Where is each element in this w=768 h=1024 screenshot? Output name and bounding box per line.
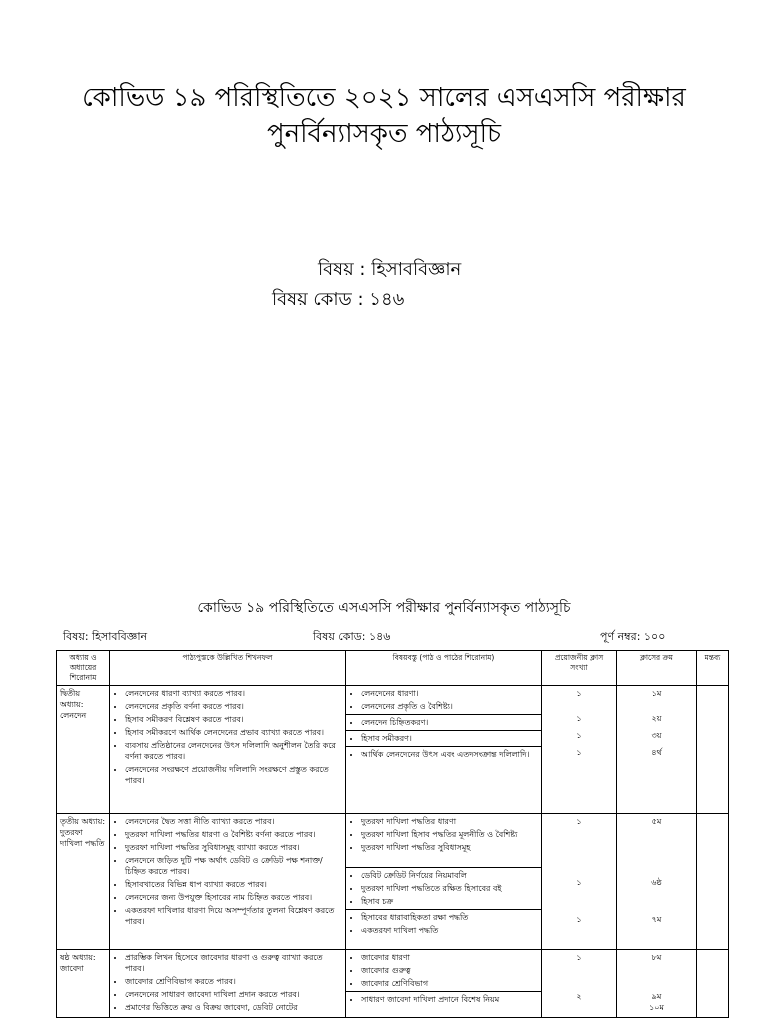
outcome-item: • জাবেদার শ্রেণিবিভাগ করতে পারব। bbox=[125, 976, 342, 987]
header-classes: প্রয়োজনীয় ক্লাস সংখ্যা bbox=[542, 651, 617, 686]
cover-title-line1: কোভিড ১৯ পরিস্থিতিতে ২০২১ সালের এসএসসি পরীক্ষার bbox=[82, 83, 686, 113]
table-row bbox=[57, 814, 729, 950]
outcome-item: • একতরফা দাখিলার ধারণা দিয়ে অসম্পূর্ণতার তুলনা বিশ্লেষণ করতে পারব। bbox=[125, 905, 342, 927]
class-count: ২ bbox=[576, 992, 582, 1001]
content-item: • হিসাব সমীকরণ। bbox=[361, 733, 538, 744]
outcome-item: • লেনদেনের সাধারণ জাবেদা দাখিলা প্রদান করতে পারব। bbox=[125, 989, 342, 1000]
class-count: ১ bbox=[576, 748, 582, 757]
content-item: • লেনদেনের ধারণা। bbox=[361, 688, 538, 699]
class-order: ৮ম bbox=[651, 953, 662, 962]
table-header-row bbox=[57, 651, 729, 686]
outcome-item: • প্রারম্ভিক লিখন হিসেবে জাবেদার ধারণা ও গুরুত্ব ব্যাখ্যা করতে পারব। bbox=[125, 952, 342, 974]
class-order: ৭ম bbox=[651, 915, 662, 924]
content-cell bbox=[346, 814, 542, 950]
class-count: ১ bbox=[576, 714, 582, 723]
class-count: ১ bbox=[576, 817, 582, 826]
classes-cell bbox=[542, 686, 617, 814]
content-item: • হিসাব চক্র bbox=[361, 896, 538, 907]
content-item: • দুতরফা দাখিলা হিসাব পদ্ধতির মূলনীতি ও বৈশিষ্ট্য bbox=[361, 829, 538, 840]
syllabus-code: বিষয় কোড: ১৪৬ bbox=[313, 630, 391, 643]
outcome-item: • ব্যবসায় প্রতিষ্ঠানের লেনদেনের উৎস দলিলাদি অনুশীলন তৈরি করে বর্ণনা করতে পারব। bbox=[125, 740, 342, 762]
content-item: • জাবেদার গুরুত্ব bbox=[361, 965, 538, 976]
syllabus-title: কোভিড ১৯ পরিস্থিতিতে এসএসসি পরীক্ষার পুনর্বিন্যাসকৃত পাঠ্যসূচি bbox=[197, 600, 571, 616]
content-item: • সাধারণ জাবেদা দাখিলা প্রদানে বিশেষ নিয়ম bbox=[361, 994, 538, 1005]
header-outcomes: পাঠ্যপুস্তকে উল্লিখিত শিখনফল bbox=[110, 651, 346, 686]
content-item: • দুতরফা দাখিলা পদ্ধতিতে রক্ষিত হিসাবের বই bbox=[361, 883, 538, 894]
full-marks: পূর্ণ নম্বর: ১০০ bbox=[600, 630, 666, 643]
chapter-cell: দ্বিতীয় অধ্যায়: লেনদেন bbox=[57, 686, 110, 814]
content-item: • দুতরফা দাখিলা পদ্ধতির সুবিধাসমূহ bbox=[361, 842, 538, 853]
class-count: ১ bbox=[576, 731, 582, 740]
content-item: • লেনদেন চিহ্নিতকরণ। bbox=[361, 717, 538, 728]
chapter-cell: তৃতীয় অধ্যায়: দুতরফা দাখিলা পদ্ধতি bbox=[57, 814, 110, 950]
outcomes-cell bbox=[110, 686, 346, 814]
header-remarks: মন্তব্য bbox=[697, 651, 729, 686]
outcome-item: • লেনদেনের দ্বৈত সত্তা নীতি ব্যাখ্যা করতে পারব। bbox=[125, 816, 342, 827]
table-row bbox=[57, 950, 729, 1018]
syllabus-subject: বিষয়: হিসাববিজ্ঞান bbox=[63, 630, 148, 643]
content-item: • হিসাবের ধারাবাহিকতা রক্ষা পদ্ধতি bbox=[361, 912, 538, 923]
remarks-cell bbox=[697, 950, 729, 1018]
cover-subject-code: বিষয় কোড : ১৪৬ bbox=[272, 289, 405, 310]
outcomes-cell bbox=[110, 950, 346, 1018]
class-count: ১ bbox=[576, 915, 582, 924]
class-order: ৬ষ্ঠ bbox=[651, 878, 662, 887]
class-order: ৪র্থ bbox=[651, 748, 662, 757]
content-item: • ডেবিট ক্রেডিট নির্ণয়ের নিয়মাবলি bbox=[361, 870, 538, 881]
header-content: বিষয়বস্তু (পাঠ ও পাঠের শিরোনাম) bbox=[346, 651, 542, 686]
outcome-item: • লেনদেনের সংরক্ষণে প্রয়োজনীয় দলিলাদি সংরক্ষণে প্রস্তুত করতে পারব। bbox=[125, 764, 342, 786]
class-order: ৯ম bbox=[651, 992, 662, 1001]
header-chapter: অধ্যায় ও অধ্যায়ের শিরোনাম bbox=[57, 651, 110, 686]
class-order: ২য় bbox=[651, 714, 662, 723]
class-count: ১ bbox=[576, 878, 582, 887]
content-item: • দুতরফা দাখিলা পদ্ধতির ধারণা bbox=[361, 816, 538, 827]
syllabus-table bbox=[56, 650, 729, 1018]
content-item: • আর্থিক লেনদেনের উৎস এবং এতদসংক্রান্ত দলিলাদি। bbox=[361, 749, 538, 760]
class-count: ১ bbox=[576, 689, 582, 698]
content-item: • একতরফা দাখিলা পদ্ধতি bbox=[361, 925, 538, 936]
outcomes-cell bbox=[110, 814, 346, 950]
outcome-item: • লেনদেনের প্রকৃতি বর্ণনা করতে পারব। bbox=[125, 701, 342, 712]
cover-subject: বিষয় : হিসাববিজ্ঞান bbox=[318, 259, 462, 280]
class-order: ৫ম bbox=[651, 817, 662, 826]
content-cell bbox=[346, 686, 542, 814]
classes-cell bbox=[542, 950, 617, 1018]
cover-title-line2: পুনর্বিন্যাসকৃত পাঠ্যসূচি bbox=[266, 119, 502, 149]
remarks-cell bbox=[697, 814, 729, 950]
class-order: ১০ম bbox=[649, 1003, 664, 1012]
remarks-cell bbox=[697, 686, 729, 814]
class-order: ৩য় bbox=[651, 731, 662, 740]
content-item: • লেনদেনের প্রকৃতি ও বৈশিষ্ট্য। bbox=[361, 701, 538, 712]
order-cell bbox=[617, 950, 697, 1018]
content-cell bbox=[346, 950, 542, 1018]
header-order: ক্লাসের ক্রম bbox=[617, 651, 697, 686]
outcome-item: • হিসাব সমীকরণে আর্থিক লেনদেনের প্রভাব ব্যাখ্যা করতে পারব। bbox=[125, 727, 342, 738]
content-item: • জাবেদার ধারণা bbox=[361, 952, 538, 963]
table-row bbox=[57, 686, 729, 814]
class-order: ১ম bbox=[651, 689, 662, 698]
outcome-item: • হিসাব সমীকরণ বিশ্লেষণ করতে পারব। bbox=[125, 714, 342, 725]
outcome-item: • লেনদেনের ধারণা ব্যাখ্যা করতে পারব। bbox=[125, 688, 342, 699]
class-count: ১ bbox=[576, 953, 582, 962]
order-cell bbox=[617, 686, 697, 814]
outcome-item: • প্রমাণের ভিত্তিতে ক্রয় ও বিক্রয় জাবেদা, ডেবিট নোটের bbox=[125, 1002, 342, 1013]
classes-cell bbox=[542, 814, 617, 950]
outcome-item: • দুতরফা দাখিলা পদ্ধতির সুবিধাসমূহ ব্যাখ্যা করতে পারব। bbox=[125, 842, 342, 853]
outcome-item: • হিসাবখাতের বিভিন্ন ধাপ ব্যাখ্যা করতে পারব। bbox=[125, 879, 342, 890]
outcome-item: • লেনদেনের জন্য উপযুক্ত হিসাবের নাম চিহ্নিত করতে পারব। bbox=[125, 892, 342, 903]
content-item: • জাবেদার শ্রেণিবিভাগ bbox=[361, 978, 538, 989]
order-cell bbox=[617, 814, 697, 950]
outcome-item: • লেনদেনে জড়িত দুটি পক্ষ অর্থাৎ ডেবিট ও ক্রেডিট পক্ষ শনাক্ত/চিহ্নিত করতে পারব। bbox=[125, 855, 342, 877]
outcome-item: • দুতরফা দাখিলা পদ্ধতির ধারণা ও বৈশিষ্ট্য বর্ণনা করতে পারব। bbox=[125, 829, 342, 840]
chapter-cell: ষষ্ঠ অধ্যায়: জাবেদা bbox=[57, 950, 110, 1018]
